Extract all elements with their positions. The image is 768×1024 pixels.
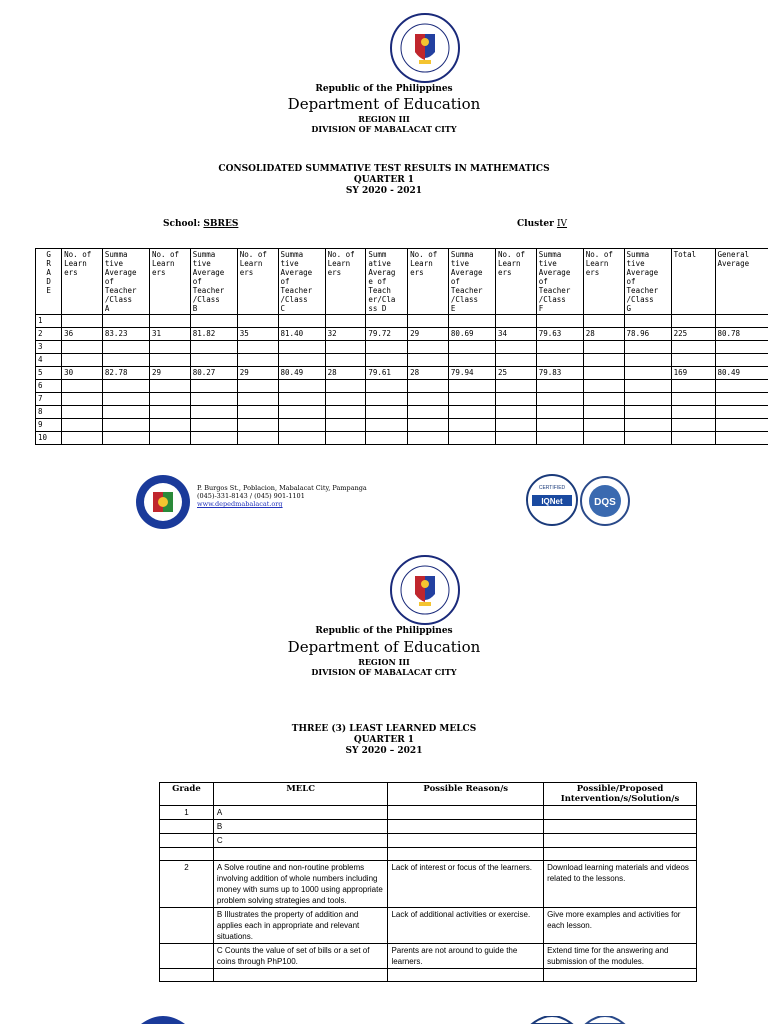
table-cell [366, 432, 408, 445]
melc-cell [213, 969, 388, 982]
grade-cell: 1 [36, 315, 62, 328]
table-cell [366, 315, 408, 328]
grade-cell [160, 820, 214, 834]
grade-cell: 2 [36, 328, 62, 341]
dqs-text: DQS [594, 497, 616, 508]
table-cell [237, 341, 278, 354]
table-cell [278, 419, 325, 432]
table-cell: 79.94 [448, 367, 495, 380]
table-cell [366, 354, 408, 367]
grade-cell: 6 [36, 380, 62, 393]
school-value: SBRES [203, 219, 239, 229]
table-row [160, 944, 697, 969]
table-cell: 79.61 [366, 367, 408, 380]
table-cell [366, 406, 408, 419]
summative-results-table [35, 248, 768, 445]
table-cell [278, 432, 325, 445]
reason-cell [388, 848, 544, 861]
table-cell [624, 406, 671, 419]
column-header: Summ ative Averag e of Teach er/Cla ss D [366, 249, 408, 315]
school-field [163, 219, 238, 229]
table-cell [190, 354, 237, 367]
table-cell [624, 315, 671, 328]
iqnet-certified-badge [526, 474, 578, 526]
table-cell [149, 380, 190, 393]
table-cell [190, 315, 237, 328]
table-row [36, 419, 768, 432]
column-header: No. of Learn ers [408, 249, 449, 315]
table-cell: 28 [408, 367, 449, 380]
table-cell [190, 393, 237, 406]
table-cell [62, 354, 103, 367]
table-cell [149, 341, 190, 354]
table-cell [237, 406, 278, 419]
republic-line: Republic of the Philippines [315, 84, 453, 94]
table-cell: 80.78 [715, 328, 768, 341]
table-cell [278, 380, 325, 393]
grade-cell [160, 908, 214, 944]
column-header: MELC [213, 783, 388, 806]
table-cell [715, 432, 768, 445]
table-cell [408, 341, 449, 354]
least-learned-melcs-table [159, 782, 697, 982]
table-cell [408, 406, 449, 419]
table-cell [102, 380, 149, 393]
reason-cell [388, 806, 544, 820]
table-row [36, 432, 768, 445]
table-cell [102, 354, 149, 367]
table-row [36, 354, 768, 367]
table-cell: 80.49 [715, 367, 768, 380]
table-cell [408, 393, 449, 406]
melc-cell: A Solve routine and non-routine problems involving addition of whole numbers including money with sums up to 1000 using appropriate problem solving strategies and tools. [213, 861, 388, 908]
grade-cell: 10 [36, 432, 62, 445]
table-cell [102, 315, 149, 328]
table-cell: 81.40 [278, 328, 325, 341]
table-cell [448, 406, 495, 419]
table-cell [536, 393, 583, 406]
table-cell [62, 432, 103, 445]
table-cell [325, 406, 366, 419]
column-header: Possible Reason/s [388, 783, 544, 806]
table-cell [671, 393, 715, 406]
certified-text: CERTIFIED [538, 485, 566, 491]
table-row [160, 806, 697, 820]
table-cell: 83.23 [102, 328, 149, 341]
table-cell: 29 [237, 367, 278, 380]
column-header: No. of Learn ers [237, 249, 278, 315]
table-cell [325, 432, 366, 445]
table-cell [149, 354, 190, 367]
table-cell: 31 [149, 328, 190, 341]
table-cell [624, 419, 671, 432]
intervention-cell [544, 820, 697, 834]
intervention-cell [544, 969, 697, 982]
school-label: School: [163, 219, 201, 229]
melc-cell: C [213, 834, 388, 848]
table-cell [149, 432, 190, 445]
grade-cell: 5 [36, 367, 62, 380]
table-row [160, 848, 697, 861]
table-cell [536, 406, 583, 419]
table-cell [715, 341, 768, 354]
table-cell [536, 419, 583, 432]
department-title: Department of Education [287, 95, 481, 113]
table-cell [495, 315, 536, 328]
table-cell [278, 341, 325, 354]
table-row [160, 861, 697, 908]
column-header: No. of Learn ers [62, 249, 103, 315]
table-row [160, 820, 697, 834]
table-cell: 28 [325, 367, 366, 380]
table-cell [715, 315, 768, 328]
table-cell [325, 380, 366, 393]
column-header: G R A D E [36, 249, 62, 315]
table-cell [62, 393, 103, 406]
division-line: DIVISION OF MABALACAT CITY [311, 124, 457, 134]
table-cell [448, 341, 495, 354]
table-cell [448, 354, 495, 367]
table-cell [448, 315, 495, 328]
table-cell: 78.96 [624, 328, 671, 341]
column-header: Summa tive Average of Teacher /Class C [278, 249, 325, 315]
table-row [160, 908, 697, 944]
table-cell [190, 432, 237, 445]
table-cell [448, 380, 495, 393]
table-cell [495, 406, 536, 419]
table-cell: 80.69 [448, 328, 495, 341]
table-cell [366, 341, 408, 354]
reason-cell [388, 969, 544, 982]
column-header: Summa tive Average of Teacher /Class G [624, 249, 671, 315]
table-cell: 36 [62, 328, 103, 341]
column-header: Total [671, 249, 715, 315]
table-cell [366, 419, 408, 432]
column-header: Summa tive Average of Teacher /Class B [190, 249, 237, 315]
table-cell [715, 380, 768, 393]
table-cell [102, 341, 149, 354]
grade-cell: 4 [36, 354, 62, 367]
dqs-badge [580, 476, 630, 526]
melc-cell: A [213, 806, 388, 820]
table-row [36, 328, 768, 341]
table-cell [715, 419, 768, 432]
table-cell [671, 341, 715, 354]
column-header: No. of Learn ers [325, 249, 366, 315]
table-cell [237, 419, 278, 432]
table-row [160, 834, 697, 848]
table-cell [190, 406, 237, 419]
intervention-cell: Download learning materials and videos related to the lessons. [544, 861, 697, 908]
table-cell [624, 432, 671, 445]
table-cell [237, 315, 278, 328]
table-cell: 81.82 [190, 328, 237, 341]
grade-cell: 2 [160, 861, 214, 908]
table-cell [149, 315, 190, 328]
table-row [36, 380, 768, 393]
grade-cell [160, 848, 214, 861]
table-cell [62, 406, 103, 419]
table-cell: 169 [671, 367, 715, 380]
melc-cell: B [213, 820, 388, 834]
table-cell [62, 315, 103, 328]
table-cell [583, 367, 624, 380]
table-header-row [36, 249, 768, 315]
table-cell [583, 380, 624, 393]
table-cell [583, 419, 624, 432]
table-cell [624, 393, 671, 406]
table-cell [237, 393, 278, 406]
table-cell [237, 432, 278, 445]
table-cell: 35 [237, 328, 278, 341]
melc-cell [213, 848, 388, 861]
grade-cell: 7 [36, 393, 62, 406]
table-cell [62, 341, 103, 354]
table-cell [624, 341, 671, 354]
table-cell [408, 419, 449, 432]
table-cell: 28 [583, 328, 624, 341]
table-cell [278, 354, 325, 367]
melc-title-line: SY 2020 – 2021 [345, 746, 423, 756]
table-cell [583, 432, 624, 445]
region-line: REGION III [358, 657, 410, 667]
table-cell [366, 393, 408, 406]
table-cell [495, 419, 536, 432]
republic-line: Republic of the Philippines [315, 626, 453, 636]
table-cell [237, 354, 278, 367]
footer-phone: (045)-331-8143 / (045) 901-1101 [197, 492, 305, 500]
table-cell [671, 380, 715, 393]
table-cell: 80.27 [190, 367, 237, 380]
table-cell [278, 406, 325, 419]
table-cell [325, 341, 366, 354]
table-cell [408, 315, 449, 328]
table-cell: 82.78 [102, 367, 149, 380]
deped-seal [389, 12, 461, 84]
table-cell [583, 315, 624, 328]
table-cell [149, 406, 190, 419]
division-logo [135, 474, 191, 530]
table-cell: 79.83 [536, 367, 583, 380]
melc-title-line: QUARTER 1 [353, 735, 415, 745]
table-cell [448, 419, 495, 432]
table-cell [583, 406, 624, 419]
intervention-cell [544, 848, 697, 861]
table-cell: 34 [495, 328, 536, 341]
table-cell [671, 432, 715, 445]
region-line: REGION III [358, 114, 410, 124]
table-cell [671, 406, 715, 419]
table-cell [671, 354, 715, 367]
table-cell: 32 [325, 328, 366, 341]
report-title [0, 164, 768, 197]
footer-contact [197, 484, 367, 508]
intervention-cell [544, 834, 697, 848]
table-cell [149, 393, 190, 406]
table-row [36, 315, 768, 328]
table-cell [325, 354, 366, 367]
table-cell [102, 419, 149, 432]
table-cell [583, 393, 624, 406]
table-row [36, 341, 768, 354]
table-cell: 25 [495, 367, 536, 380]
deped-seal [389, 554, 461, 626]
table-cell: 30 [62, 367, 103, 380]
column-header: Summa tive Average of Teacher /Class F [536, 249, 583, 315]
table-cell [62, 380, 103, 393]
column-header: No. of Learn ers [495, 249, 536, 315]
table-cell [536, 341, 583, 354]
column-header: Possible/Proposed Intervention/s/Solution/s [544, 783, 697, 806]
table-cell [495, 432, 536, 445]
table-cell [408, 432, 449, 445]
melc-title-line: THREE (3) LEAST LEARNED MELCS [291, 724, 477, 734]
table-cell [102, 393, 149, 406]
table-cell [237, 380, 278, 393]
report-title-line: SY 2020 - 2021 [345, 186, 423, 196]
column-header: No. of Learn ers [583, 249, 624, 315]
table-cell [190, 419, 237, 432]
table-cell [536, 432, 583, 445]
table-cell [495, 341, 536, 354]
iqnet-text: IQNet [541, 497, 563, 506]
grade-cell [160, 944, 214, 969]
division-logo [135, 1016, 191, 1024]
reason-cell [388, 820, 544, 834]
table-cell: 79.72 [366, 328, 408, 341]
table-cell: 29 [408, 328, 449, 341]
table-cell: 80.49 [278, 367, 325, 380]
table-cell [715, 354, 768, 367]
table-cell [624, 367, 671, 380]
table-cell [366, 380, 408, 393]
table-cell [624, 354, 671, 367]
cluster-field [517, 219, 567, 229]
table-cell [102, 432, 149, 445]
table-cell [495, 380, 536, 393]
table-cell [536, 354, 583, 367]
cluster-value: IV [556, 219, 568, 229]
table-row [36, 393, 768, 406]
table-cell [190, 380, 237, 393]
reason-cell [388, 834, 544, 848]
table-cell [583, 341, 624, 354]
table-cell [325, 419, 366, 432]
intervention-cell: Give more examples and activities for each lesson. [544, 908, 697, 944]
table-header-row [160, 783, 697, 806]
reason-cell: Lack of additional activities or exercise. [388, 908, 544, 944]
table-row [160, 969, 697, 982]
table-cell [495, 354, 536, 367]
table-cell [583, 354, 624, 367]
table-cell [408, 354, 449, 367]
column-header: No. of Learn ers [149, 249, 190, 315]
report-title-line: CONSOLIDATED SUMMATIVE TEST RESULTS IN MATHEMATICS [218, 164, 550, 174]
melc-title [0, 724, 768, 757]
division-line: DIVISION OF MABALACAT CITY [311, 667, 457, 677]
table-cell [715, 393, 768, 406]
grade-cell: 8 [36, 406, 62, 419]
table-cell [715, 406, 768, 419]
table-cell [325, 393, 366, 406]
footer-website-link[interactable]: www.depedmabalacat.org [197, 500, 283, 508]
reason-cell: Lack of interest or focus of the learners. [388, 861, 544, 908]
grade-cell [160, 834, 214, 848]
table-row [36, 367, 768, 380]
report-title-line: QUARTER 1 [353, 175, 415, 185]
cluster-label: Cluster [517, 219, 554, 229]
table-cell [448, 432, 495, 445]
table-cell [149, 419, 190, 432]
intervention-cell [544, 806, 697, 820]
column-header: Grade [160, 783, 214, 806]
intervention-cell: Extend time for the answering and submission of the modules. [544, 944, 697, 969]
column-header: Summa tive Average of Teacher /Class E [448, 249, 495, 315]
table-cell [536, 380, 583, 393]
table-cell [536, 315, 583, 328]
table-cell [448, 393, 495, 406]
reason-cell: Parents are not around to guide the learners. [388, 944, 544, 969]
melc-cell: B Illustrates the property of addition and applies each in appropriate and relevant situations. [213, 908, 388, 944]
table-cell [62, 419, 103, 432]
table-cell [408, 380, 449, 393]
table-cell [278, 393, 325, 406]
grade-cell: 9 [36, 419, 62, 432]
grade-cell [160, 969, 214, 982]
table-cell [102, 406, 149, 419]
column-header: General Average [715, 249, 768, 315]
table-row [36, 406, 768, 419]
melc-cell: C Counts the value of set of bills or a set of coins through PhP100. [213, 944, 388, 969]
grade-cell: 3 [36, 341, 62, 354]
table-cell [495, 393, 536, 406]
iqnet-certified-badge [526, 1016, 578, 1024]
table-cell: 225 [671, 328, 715, 341]
grade-cell: 1 [160, 806, 214, 820]
table-cell [671, 419, 715, 432]
column-header: Summa tive Average of Teacher /Class A [102, 249, 149, 315]
dqs-badge [580, 1016, 630, 1024]
table-cell [190, 341, 237, 354]
department-title: Department of Education [287, 638, 481, 656]
table-cell [278, 315, 325, 328]
table-cell [325, 315, 366, 328]
table-cell [624, 380, 671, 393]
footer-address: P. Burgos St., Poblacion, Mabalacat City, Pampanga [197, 484, 367, 492]
table-cell: 29 [149, 367, 190, 380]
table-cell [671, 315, 715, 328]
table-cell: 79.63 [536, 328, 583, 341]
